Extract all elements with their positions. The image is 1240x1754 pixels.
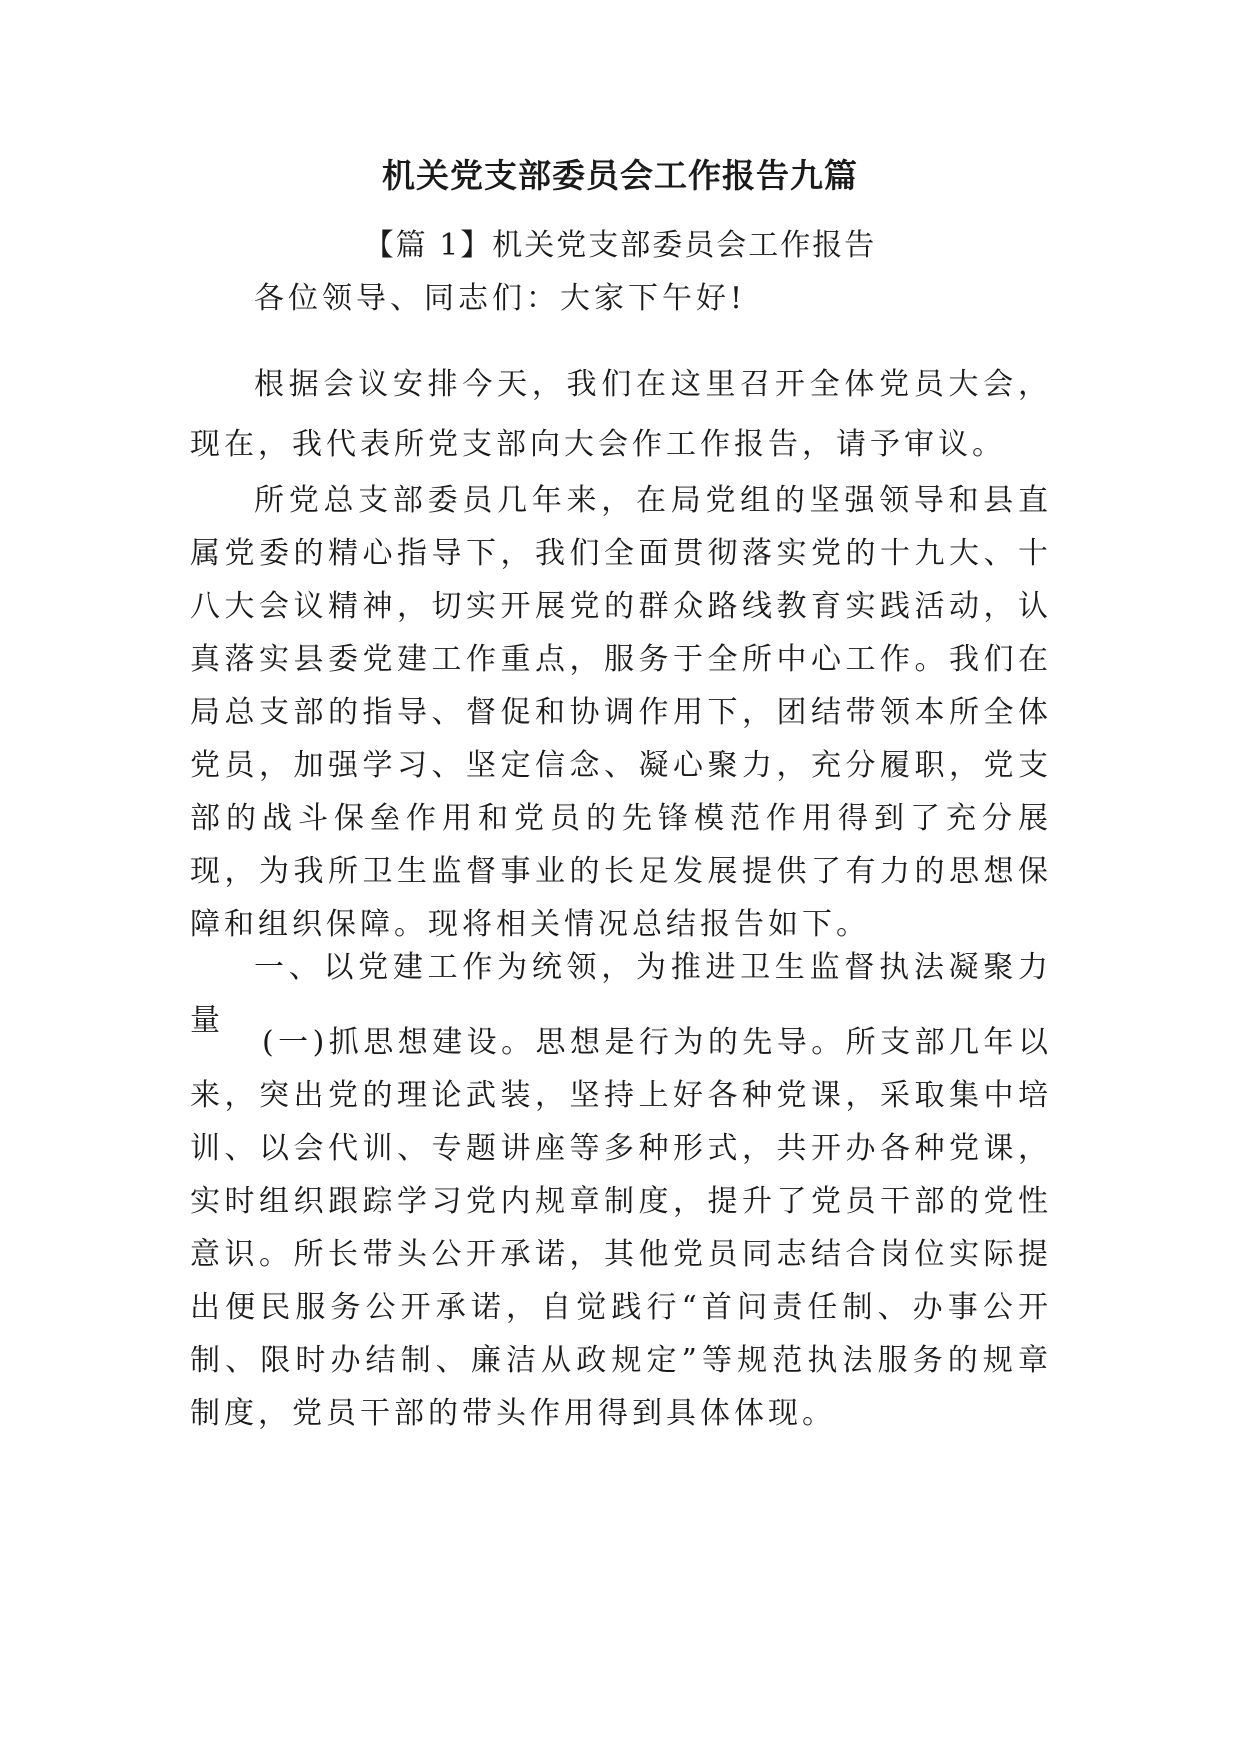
section-heading: 一、以党建工作为统领，为推进卫生监督执法凝聚力量 [190,950,1052,1038]
summary-paragraph: 所党总支部委员几年来，在局党组的坚强领导和县直属党委的精心指导下，我们全面贯彻落实党的十九大、十八大会议精神，切实开展党的群众路线教育实践活动，认真落实县委党建工作重点，服务于全所中心工作。我们在局总支部的指导、督促和协调作用下，团结带领本所全体党员，加强学习、坚定信念、凝心聚力，充分履职，党支部的战斗保垒作用和党员的先锋模范作用得到了充分展现，为我所卫生监督事业的长足发展提供了有力的思想保障和组织保障。现将相关情况总结报告如下。 [190,483,1052,942]
document-subtitle: 【篇 1】机关党支部委员会工作报告 [363,228,877,263]
subsection-paragraph: (一)抓思想建设。思想是行为的先导。所支部几年以来，突出党的理论武装，坚持上好各种党课，采取集中培训、以会代训、专题讲座等多种形式，共开办各种党课，实时组织跟踪学习党内规章制度，提升了党员干部的党性意识。所长带头公开承诺，其他党员同志结合岗位实际提出便民服务公开承诺，自觉践行“首问责任制、办事公开制、限时办结制、廉洁从政规定”等规范执法服务的规章制度，党员干部的带头作用得到具体体现。 [190,1025,1052,1431]
document-title: 机关党支部委员会工作报告九篇 [382,156,858,195]
greeting-paragraph: 各位领导、同志们：大家下午好! [254,281,747,316]
intro-paragraph: 根据会议安排今天，我们在这里召开全体党员大会，现在，我代表所党支部向大会作工作报告，请予审议。 [190,367,1052,462]
